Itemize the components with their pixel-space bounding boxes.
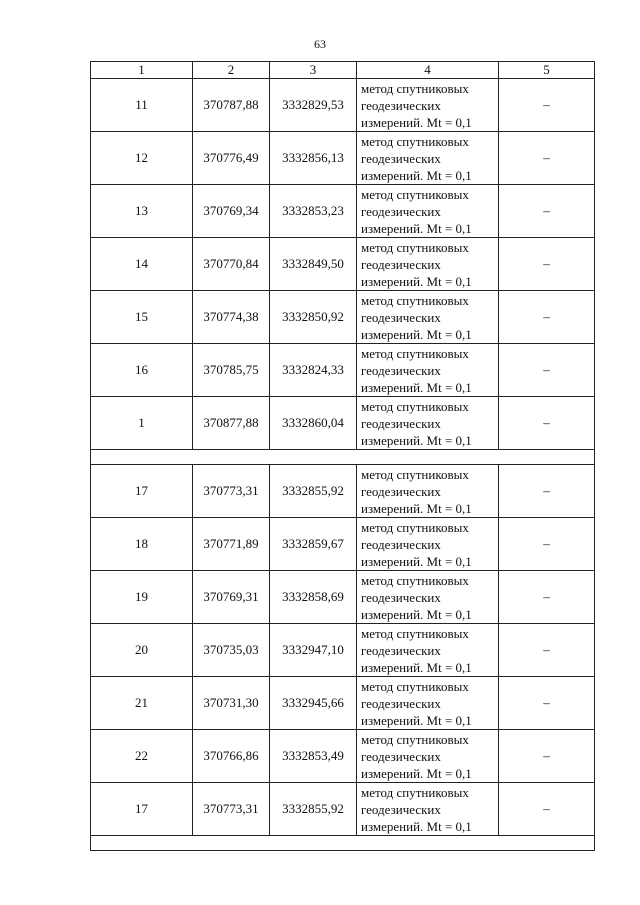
x-coordinate-cell: 370877,88 (193, 397, 270, 450)
point-number-cell: 17 (91, 783, 193, 836)
x-coordinate-cell: 370769,31 (193, 571, 270, 624)
table-row (91, 238, 595, 291)
method-cell (357, 397, 499, 450)
x-coordinate-cell: 370731,30 (193, 677, 270, 730)
table-row (91, 79, 595, 132)
y-coordinate-cell: 3332858,69 (270, 571, 357, 624)
x-coordinate-cell: 370785,75 (193, 344, 270, 397)
table-row (91, 571, 595, 624)
x-coordinate-cell: 370766,86 (193, 730, 270, 783)
x-coordinate-cell: 370773,31 (193, 465, 270, 518)
point-number-cell: 18 (91, 518, 193, 571)
method-cell (357, 571, 499, 624)
table-row (91, 730, 595, 783)
dash-cell: – (499, 783, 595, 836)
dash-cell: – (499, 518, 595, 571)
table-row (91, 397, 595, 450)
dash-cell: – (499, 397, 595, 450)
table-row (91, 783, 595, 836)
method-text: метод спутниковых геодезических измерений. Mt = 0,1 (361, 239, 472, 289)
method-cell (357, 783, 499, 836)
x-coordinate-cell: 370770,84 (193, 238, 270, 291)
method-text: метод спутниковых геодезических измерений. Mt = 0,1 (361, 186, 472, 236)
method-text: метод спутниковых геодезических измерений. Mt = 0,1 (361, 466, 472, 516)
section-separator-row (91, 450, 595, 465)
point-number-cell: 20 (91, 624, 193, 677)
point-number-cell: 14 (91, 238, 193, 291)
dash-cell: – (499, 344, 595, 397)
dash-cell: – (499, 677, 595, 730)
method-text: метод спутниковых геодезических измерений. Mt = 0,1 (361, 625, 472, 675)
table-row (91, 624, 595, 677)
method-text: метод спутниковых геодезических измерений. Mt = 0,1 (361, 133, 472, 183)
method-cell (357, 185, 499, 238)
header-cell: 2 (193, 62, 270, 79)
method-text: метод спутниковых геодезических измерений. Mt = 0,1 (361, 678, 472, 728)
method-cell (357, 518, 499, 571)
point-number-cell: 1 (91, 397, 193, 450)
table-row (91, 132, 595, 185)
x-coordinate-cell: 370735,03 (193, 624, 270, 677)
dash-cell: – (499, 132, 595, 185)
method-cell (357, 730, 499, 783)
point-number-cell: 17 (91, 465, 193, 518)
table-row (91, 291, 595, 344)
method-cell (357, 291, 499, 344)
y-coordinate-cell: 3332855,92 (270, 783, 357, 836)
y-coordinate-cell: 3332824,33 (270, 344, 357, 397)
point-number-cell: 11 (91, 79, 193, 132)
table-end-row (91, 836, 595, 851)
y-coordinate-cell: 3332947,10 (270, 624, 357, 677)
table-row (91, 344, 595, 397)
method-cell (357, 79, 499, 132)
method-cell (357, 465, 499, 518)
method-text: метод спутниковых геодезических измерений. Mt = 0,1 (361, 519, 472, 569)
y-coordinate-cell: 3332945,66 (270, 677, 357, 730)
x-coordinate-cell: 370773,31 (193, 783, 270, 836)
x-coordinate-cell: 370769,34 (193, 185, 270, 238)
table-row (91, 518, 595, 571)
y-coordinate-cell: 3332855,92 (270, 465, 357, 518)
dash-cell: – (499, 624, 595, 677)
method-cell (357, 132, 499, 185)
header-cell: 5 (499, 62, 595, 79)
method-text: метод спутниковых геодезических измерений. Mt = 0,1 (361, 80, 472, 130)
header-cell: 3 (270, 62, 357, 79)
dash-cell: – (499, 291, 595, 344)
y-coordinate-cell: 3332850,92 (270, 291, 357, 344)
dash-cell: – (499, 238, 595, 291)
x-coordinate-cell: 370776,49 (193, 132, 270, 185)
y-coordinate-cell: 3332853,23 (270, 185, 357, 238)
y-coordinate-cell: 3332859,67 (270, 518, 357, 571)
dash-cell: – (499, 571, 595, 624)
point-number-cell: 13 (91, 185, 193, 238)
point-number-cell: 16 (91, 344, 193, 397)
header-cell: 4 (357, 62, 499, 79)
table-row (91, 465, 595, 518)
dash-cell: – (499, 79, 595, 132)
method-text: метод спутниковых геодезических измерений. Mt = 0,1 (361, 398, 472, 448)
x-coordinate-cell: 370774,38 (193, 291, 270, 344)
table-end-row-cell (91, 836, 595, 851)
dash-cell: – (499, 185, 595, 238)
method-text: метод спутниковых геодезических измерений. Mt = 0,1 (361, 572, 472, 622)
point-number-cell: 22 (91, 730, 193, 783)
y-coordinate-cell: 3332829,53 (270, 79, 357, 132)
dash-cell: – (499, 730, 595, 783)
point-number-cell: 21 (91, 677, 193, 730)
table-row (91, 677, 595, 730)
header-cell: 1 (91, 62, 193, 79)
point-number-cell: 12 (91, 132, 193, 185)
table-header-row (91, 62, 595, 79)
method-cell (357, 677, 499, 730)
page-number: 63 (314, 37, 326, 51)
y-coordinate-cell: 3332860,04 (270, 397, 357, 450)
y-coordinate-cell: 3332849,50 (270, 238, 357, 291)
method-text: метод спутниковых геодезических измерений. Mt = 0,1 (361, 292, 472, 342)
method-cell (357, 238, 499, 291)
method-text: метод спутниковых геодезических измерений. Mt = 0,1 (361, 784, 472, 834)
method-cell (357, 624, 499, 677)
y-coordinate-cell: 3332853,49 (270, 730, 357, 783)
method-text: метод спутниковых геодезических измерений. Mt = 0,1 (361, 731, 472, 781)
point-number-cell: 19 (91, 571, 193, 624)
point-number-cell: 15 (91, 291, 193, 344)
method-cell (357, 344, 499, 397)
method-text: метод спутниковых геодезических измерений. Mt = 0,1 (361, 345, 472, 395)
dash-cell: – (499, 465, 595, 518)
x-coordinate-cell: 370787,88 (193, 79, 270, 132)
x-coordinate-cell: 370771,89 (193, 518, 270, 571)
y-coordinate-cell: 3332856,13 (270, 132, 357, 185)
table-row (91, 185, 595, 238)
coordinates-table (90, 61, 595, 851)
section-separator-row-cell (91, 450, 595, 465)
